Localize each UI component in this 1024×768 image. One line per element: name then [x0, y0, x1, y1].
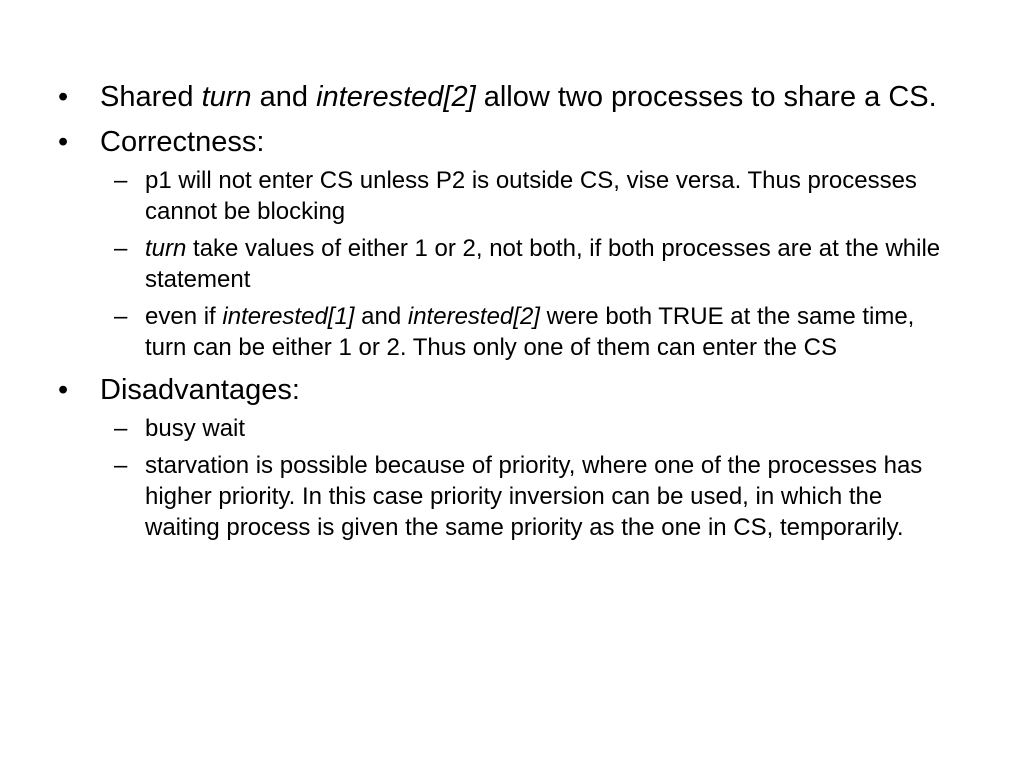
bullet-item [58, 80, 958, 115]
sub-bullet-item [58, 165, 958, 227]
text-run: busy wait [145, 415, 246, 442]
text-run: take values of either 1 or 2, not both, if both processes are at the while statement [145, 235, 941, 293]
bullet-item [58, 125, 958, 363]
text-run: and [354, 303, 408, 330]
text-run: Correctness: [100, 126, 265, 158]
text-run: p1 will not enter CS unless P2 is outside CS, vise versa. Thus processes cannot be blocking [145, 167, 917, 225]
sub-bullet-text [145, 167, 917, 225]
sub-bullet-list [100, 165, 958, 363]
bullet-text [100, 126, 264, 158]
text-run: starvation is possible because of priority, where one of the processes has higher priority. In this case priority inversion can be used, in which the waiting process is given the same priority as the one in CS, temporarily. [145, 452, 923, 541]
italic-term: turn [201, 81, 252, 113]
text-run: allow two processes to share a CS. [475, 81, 937, 113]
bullet-text [100, 81, 937, 113]
sub-bullet-item [58, 413, 958, 444]
bullet-text [100, 374, 300, 406]
dash-marker: – [114, 167, 128, 194]
dash-marker: – [114, 452, 128, 479]
italic-term: interested[2] [407, 303, 540, 330]
sub-bullet-list [100, 413, 958, 543]
text-run: even if [145, 303, 223, 330]
slide-content [58, 80, 958, 553]
sub-bullet-item [58, 233, 958, 295]
text-run: were both TRUE at the same time, turn can be either 1 or 2. Thus only one of them can enter the CS [145, 303, 915, 361]
italic-term: interested[2] [316, 81, 476, 113]
bullet-marker: • [58, 126, 69, 158]
italic-term: interested[1] [222, 303, 355, 330]
sub-bullet-item [58, 301, 958, 363]
sub-bullet-item [58, 450, 958, 543]
dash-marker: – [114, 235, 128, 262]
dash-marker: – [114, 415, 128, 442]
dash-marker: – [114, 303, 128, 330]
sub-bullet-text [145, 303, 914, 361]
bullet-marker: • [58, 81, 69, 113]
text-run: and [251, 81, 317, 113]
text-run: Shared [100, 81, 202, 113]
bullet-item [58, 373, 958, 543]
sub-bullet-text [145, 452, 922, 541]
bullet-marker: • [58, 374, 69, 406]
text-run: Disadvantages: [100, 374, 300, 406]
sub-bullet-text [145, 235, 940, 293]
italic-term: turn [145, 235, 187, 262]
sub-bullet-text [145, 415, 245, 442]
